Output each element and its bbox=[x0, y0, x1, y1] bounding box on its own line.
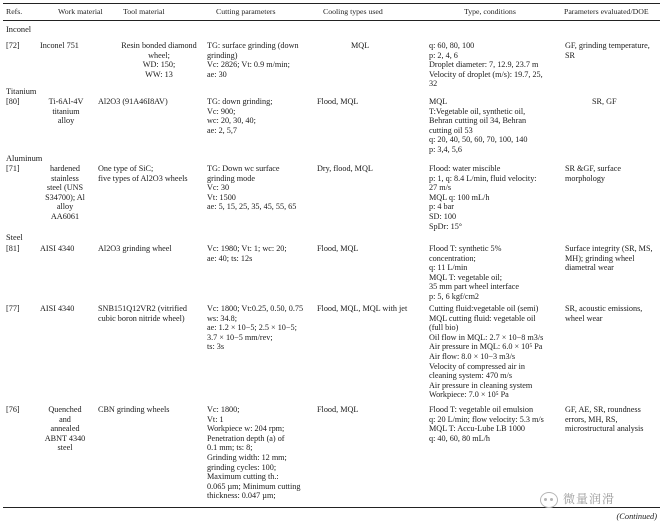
cell-line: Flood, MQL bbox=[317, 405, 359, 414]
cell-line: WW: 13 bbox=[145, 69, 173, 79]
row-77-cutting bbox=[207, 304, 303, 352]
row-76-tool bbox=[98, 405, 169, 415]
cell-line: p: 2, 4, 6 bbox=[429, 50, 458, 60]
wechat-icon bbox=[540, 492, 558, 508]
cell-line: Dry, flood, MQL bbox=[317, 164, 373, 173]
cell-line: steel (UNS bbox=[46, 183, 84, 193]
cell-line: annealed bbox=[50, 424, 80, 434]
top-rule bbox=[3, 3, 660, 4]
row-71-cutting bbox=[207, 164, 296, 212]
cell-line: TG: down grinding; bbox=[207, 97, 273, 106]
cell-line: Vc: 900; bbox=[207, 106, 236, 116]
cell-line: Velocity of compressed air in bbox=[429, 361, 525, 371]
cell-line: Droplet diameter: 7, 12.9, 23.7 m bbox=[429, 60, 539, 70]
row-71-cooling bbox=[317, 164, 373, 174]
cell-line: GF, AE, SR, roundness bbox=[565, 405, 641, 414]
cell-line: MQL cutting fluid: vegetable oil bbox=[429, 313, 536, 323]
cell-line: GF, grinding temperature, bbox=[565, 41, 650, 50]
cell-line: Workpiece w: 204 rpm; bbox=[207, 424, 285, 434]
cell-line: Workpiece: 7.0 × 10⁵ Pa bbox=[429, 390, 509, 400]
cell-line: Ti-6Al-4V bbox=[48, 97, 84, 106]
cell-line: Air flow: 8.0 × 10−3 m3/s bbox=[429, 351, 516, 361]
row-77-ref: [77] bbox=[6, 304, 20, 313]
cell-line: errors, MH, RS, bbox=[565, 414, 618, 424]
row-72-ref: [72] bbox=[6, 41, 20, 50]
cell-line: grinding cycles: 100; bbox=[207, 462, 277, 472]
cell-line: SpDr: 15° bbox=[429, 221, 463, 231]
cell-line: One type of SiC; bbox=[98, 164, 154, 173]
row-76-type bbox=[429, 405, 544, 443]
continued-label: (Continued) bbox=[616, 512, 657, 521]
cell-line: morphology bbox=[565, 173, 606, 183]
header-rule bbox=[3, 20, 660, 21]
cell-line: 3.7 × 10−5 mm/rev; bbox=[207, 332, 273, 342]
cell-line: Air pressure in MQL: 6.0 × 10⁵ Pa bbox=[429, 342, 543, 352]
header-parameters-evaluated: Parameters evaluated/DOE bbox=[564, 7, 649, 16]
cell-line: SR &GF, surface bbox=[565, 164, 621, 173]
cell-line: TG: surface grinding (down bbox=[207, 41, 299, 50]
cell-line: Quenched bbox=[48, 405, 82, 414]
cell-line: ae: 40; ts: 12s bbox=[207, 253, 253, 263]
cell-line: q: 20 L/min; flow velocity: 5.3 m/s bbox=[429, 414, 544, 424]
cell-line: 0.1 mm; ts: 8; bbox=[207, 443, 253, 453]
cell-line: AISI 4340 bbox=[40, 244, 75, 253]
cell-line: and bbox=[59, 414, 71, 424]
cell-line: Flood, MQL, MQL with jet bbox=[317, 304, 408, 313]
cell-line: Oil flow in MQL: 2.7 × 10−8 m3/s bbox=[429, 332, 544, 342]
cell-line: q: 40, 60, 80 mL/h bbox=[429, 433, 490, 443]
cell-line: AISI 4340 bbox=[40, 304, 75, 313]
cell-line: ts: 3s bbox=[207, 342, 225, 352]
watermark-text: 微量润滑 bbox=[563, 492, 616, 507]
section-aluminum: Aluminum bbox=[6, 154, 43, 163]
cell-line: TG: Down wc surface bbox=[207, 164, 280, 173]
section-titanium: Titanium bbox=[6, 87, 37, 96]
cell-line: hardened bbox=[49, 164, 80, 173]
row-80-cooling bbox=[317, 97, 358, 107]
cell-line: Air pressure in cleaning system bbox=[429, 380, 533, 390]
cell-line: T:Vegetable oil, synthetic oil, bbox=[429, 106, 526, 116]
row-80-tool bbox=[98, 97, 168, 107]
cell-line: S34700); Al bbox=[45, 192, 85, 202]
cell-line: Behran cutting oil 34, Behran bbox=[429, 116, 527, 126]
cell-line: AA6061 bbox=[50, 211, 80, 221]
cell-line: MQL T: Accu-Lube LB 1000 bbox=[429, 424, 526, 434]
cell-line: p: 5, 6 kgf/cm2 bbox=[429, 291, 480, 301]
cell-line: wheel; bbox=[148, 50, 170, 60]
cell-line: wc: 20, 30, 40; bbox=[207, 116, 256, 126]
cell-line: stainless bbox=[51, 173, 79, 183]
row-71-type bbox=[429, 164, 537, 231]
cell-line: Vt: 1500 bbox=[207, 192, 236, 202]
cell-line: grinding mode bbox=[207, 173, 255, 183]
row-80-cutting bbox=[207, 97, 273, 135]
header-cooling-types: Cooling types used bbox=[323, 7, 383, 16]
section-inconel: Inconel bbox=[6, 25, 32, 34]
cell-line: MQL T: vegetable oil; bbox=[429, 272, 503, 282]
cell-line: alloy bbox=[57, 116, 75, 126]
header-refs: Refs. bbox=[6, 7, 23, 16]
cell-line: concentration; bbox=[429, 253, 476, 263]
row-81-ref: [81] bbox=[6, 244, 20, 253]
row-71-tool bbox=[98, 164, 188, 183]
cell-line: diametral wear bbox=[565, 263, 614, 273]
cell-line: CBN grinding wheels bbox=[98, 405, 170, 414]
cell-line: SR bbox=[565, 50, 576, 60]
cell-line: Flood T: vegetable oil emulsion bbox=[429, 405, 534, 414]
header-type-conditions: Type, conditions bbox=[464, 7, 516, 16]
header-tool-material: Tool material bbox=[123, 7, 165, 16]
cell-line: titanium bbox=[52, 106, 80, 116]
cell-line: SD: 100 bbox=[429, 211, 457, 221]
row-81-tool bbox=[98, 244, 172, 254]
row-71-work bbox=[34, 164, 96, 222]
cell-line: Al2O3 grinding wheel bbox=[98, 244, 172, 253]
cell-line: Al2O3 (91A46I8AV) bbox=[98, 97, 168, 106]
cell-line: Vc: 1800; Vt:0.25, 0.50, 0.75 bbox=[207, 304, 304, 313]
cell-line: SNB151Q12VR2 (vitrified bbox=[98, 304, 187, 313]
row-72-tool bbox=[104, 41, 214, 79]
row-77-params bbox=[565, 304, 642, 323]
row-77-type bbox=[429, 304, 543, 400]
cell-line: Vc: 30 bbox=[207, 183, 230, 193]
cell-line: five types of Al2O3 wheels bbox=[98, 173, 188, 183]
cell-line: MQL bbox=[351, 41, 370, 50]
cell-line: MQL bbox=[429, 97, 448, 106]
cell-line: (full bio) bbox=[429, 323, 459, 333]
cell-line: p: 3,4, 5,6 bbox=[429, 144, 462, 154]
cell-line: ae: 30 bbox=[207, 69, 227, 79]
cell-line: SR, GF bbox=[592, 97, 617, 106]
cell-line: 32 bbox=[429, 79, 438, 89]
cell-line: SR, acoustic emissions, bbox=[565, 304, 643, 313]
row-77-tool bbox=[98, 304, 187, 323]
cell-line: q: 11 L/min bbox=[429, 263, 468, 273]
cell-line: MH); grinding wheel bbox=[565, 253, 635, 263]
cell-line: Vt: 1 bbox=[207, 414, 224, 424]
row-80-work bbox=[36, 97, 96, 126]
cell-line: Flood, MQL bbox=[317, 244, 359, 253]
cell-line: Penetration depth (a) of bbox=[207, 433, 285, 443]
cell-line: thickness: 0.047 µm; bbox=[207, 491, 276, 501]
cell-line: q: 60, 80, 100 bbox=[429, 41, 475, 50]
cell-line: 35 mm part wheel interface bbox=[429, 282, 520, 292]
cell-line: 0.065 µm; Minimum cutting bbox=[207, 481, 301, 491]
cell-line: Grinding width: 12 mm; bbox=[207, 452, 287, 462]
cell-line: Flood, MQL bbox=[317, 97, 359, 106]
cell-line: grinding) bbox=[207, 50, 238, 60]
row-80-params bbox=[592, 97, 617, 107]
header-work-material: Work material bbox=[58, 7, 103, 16]
row-71-ref: [71] bbox=[6, 164, 20, 173]
row-76-cutting bbox=[207, 405, 300, 501]
cell-line: Flood T: synthetic 5% bbox=[429, 244, 502, 253]
watermark bbox=[540, 490, 650, 510]
row-77-cooling bbox=[317, 304, 407, 314]
cell-line: microstructural analysis bbox=[565, 424, 644, 434]
row-81-params bbox=[565, 244, 653, 273]
row-72-params bbox=[565, 41, 650, 60]
header-cutting-parameters: Cutting parameters bbox=[216, 7, 276, 16]
cell-line: 27 m/s bbox=[429, 183, 452, 193]
cell-line: p: 4 bar bbox=[429, 202, 455, 212]
row-76-cooling bbox=[317, 405, 358, 415]
cell-line: wheel wear bbox=[565, 313, 603, 323]
section-steel: Steel bbox=[6, 233, 23, 242]
row-81-work bbox=[40, 244, 74, 254]
cell-line: steel bbox=[57, 443, 73, 453]
cell-line: Cutting fluid:vegetable oil (semi) bbox=[429, 304, 539, 313]
cell-line: cubic boron nitride wheel) bbox=[98, 313, 185, 323]
row-72-cooling bbox=[351, 41, 369, 51]
cell-line: ae: 2, 5,7 bbox=[207, 125, 238, 135]
cell-line: Vc: 1980; Vt: 1; wc: 20; bbox=[207, 244, 287, 253]
row-80-ref: [80] bbox=[6, 97, 20, 106]
row-81-cooling bbox=[317, 244, 358, 254]
row-81-cutting bbox=[207, 244, 287, 263]
row-72-type bbox=[429, 41, 543, 89]
row-81-type bbox=[429, 244, 519, 302]
cell-line: Vc: 2826; Vt: 0.9 m/min; bbox=[207, 60, 290, 70]
cell-line: Velocity of droplet (m/s): 19.7, 25, bbox=[429, 69, 543, 79]
cell-line: cutting oil 53 bbox=[429, 125, 473, 135]
row-80-type bbox=[429, 97, 527, 155]
row-72-work bbox=[40, 41, 79, 51]
cell-line: MQL q: 100 mL/h bbox=[429, 192, 490, 202]
row-76-ref: [76] bbox=[6, 405, 20, 414]
cell-line: Inconel 751 bbox=[40, 41, 79, 50]
cell-line: Maximum cutting th.: bbox=[207, 472, 279, 482]
cell-line: ae: 1.2 × 10−5; 2.5 × 10−5; bbox=[207, 323, 297, 333]
cell-line: ae: 5, 15, 25, 35, 45, 55, 65 bbox=[207, 202, 297, 212]
cell-line: alloy bbox=[56, 202, 74, 212]
row-72-cutting bbox=[207, 41, 299, 79]
row-76-params bbox=[565, 405, 643, 434]
cell-line: Surface integrity (SR, MS, bbox=[565, 244, 653, 253]
cell-line: q: 20, 40, 50, 60, 70, 100, 140 bbox=[429, 135, 528, 145]
cell-line: Vc: 1800; bbox=[207, 405, 240, 414]
cell-line: cleaning system: 470 m/s bbox=[429, 371, 513, 381]
cell-line: p: 1, q: 8.4 L/min, fluid velocity: bbox=[429, 173, 537, 183]
cell-line: Resin bonded diamond bbox=[121, 41, 197, 50]
cell-line: WD: 150; bbox=[142, 60, 176, 70]
cell-line: ws: 34.8; bbox=[207, 313, 238, 323]
row-77-work bbox=[40, 304, 74, 314]
cell-line: Flood: water miscible bbox=[429, 164, 501, 173]
row-76-work bbox=[34, 405, 96, 453]
cell-line: ABNT 4340 bbox=[44, 433, 86, 443]
row-71-params bbox=[565, 164, 621, 183]
